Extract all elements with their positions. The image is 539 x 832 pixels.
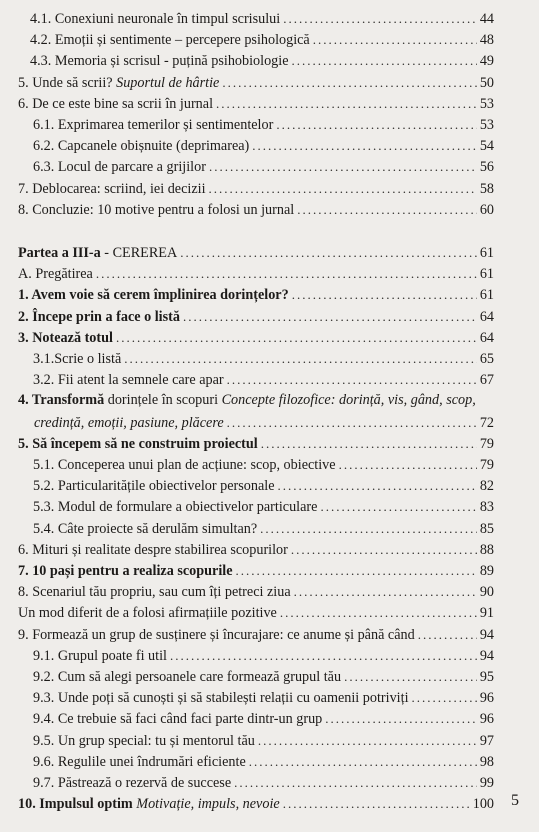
dot-leader xyxy=(344,666,477,687)
toc-entry-page: 94 xyxy=(479,626,494,643)
toc-entry xyxy=(18,581,494,602)
toc-part-heading xyxy=(18,242,494,263)
dot-leader xyxy=(209,178,477,199)
toc-entry xyxy=(18,433,494,454)
dot-leader xyxy=(292,50,477,71)
dot-leader xyxy=(292,284,477,305)
toc-entry xyxy=(18,199,494,220)
dot-leader xyxy=(283,8,477,29)
toc-entry-label: 4.1. Conexiuni neuronale în timpul scrisului xyxy=(30,11,281,27)
dot-leader xyxy=(227,369,477,390)
dot-leader xyxy=(209,156,477,177)
dot-leader xyxy=(412,687,477,708)
toc-entry xyxy=(33,730,494,751)
toc-entry-page: 99 xyxy=(479,775,494,791)
toc-entry-label: 3. Notează totul xyxy=(18,329,113,346)
toc-entry-page: 91 xyxy=(479,605,494,622)
toc-entry xyxy=(18,624,494,645)
dot-leader xyxy=(180,242,477,263)
toc-entry-label: 6.3. Locul de parcare a grijilor xyxy=(33,159,206,176)
toc-entry-label: 9.1. Grupul poate fi util xyxy=(33,647,167,664)
toc-entry-label: 6.1. Exprimarea temerilor și sentimentelor xyxy=(33,117,274,133)
toc-entry-page: 61 xyxy=(479,266,494,283)
toc-entry-label: 9.6. Regulile unei îndrumări eficiente xyxy=(33,753,246,770)
toc-entry xyxy=(18,306,494,327)
toc-entry-label: Partea a III-a - CEREREA xyxy=(18,245,178,261)
toc-entry xyxy=(30,29,494,50)
toc-entry-label: 9. Formează un grup de susținere și încurajare: ce anume și până când xyxy=(18,626,415,643)
dot-leader xyxy=(320,496,476,517)
toc-entry-label: 7. 10 pași pentru a realiza scopurile xyxy=(18,563,233,579)
toc-entry-page: 54 xyxy=(479,138,494,155)
toc-entry-page: 44 xyxy=(479,11,494,27)
dot-leader xyxy=(249,751,477,772)
toc-entry-label: A. Pregătirea xyxy=(18,266,93,283)
toc-entry xyxy=(18,539,494,560)
toc-entry-page: 90 xyxy=(479,584,494,601)
toc-entry-page: 50 xyxy=(479,74,494,91)
toc-entry xyxy=(33,348,494,369)
toc-entry xyxy=(18,93,494,114)
toc-entry-label: 10. Impulsul optim Motivație, impuls, nevoie xyxy=(18,796,280,813)
dot-leader xyxy=(313,29,477,50)
toc-entry-continuation xyxy=(34,412,494,433)
toc-entry xyxy=(33,454,494,475)
toc-entry-label: Un mod diferit de a folosi afirmațiile pozitive xyxy=(18,605,277,622)
toc-entry xyxy=(18,284,494,305)
dot-leader xyxy=(170,645,477,666)
toc-entry-page: 53 xyxy=(479,117,494,133)
toc-entry-label: 5.2. Particularitățile obiectivelor personale xyxy=(33,478,275,495)
toc-entry-label: 3.1.Scrie o listă xyxy=(33,351,122,367)
toc-entry-page: 60 xyxy=(479,201,494,218)
toc-entry xyxy=(33,751,494,772)
toc-entry-label: 5.1. Conceperea unui plan de acțiune: scop, obiective xyxy=(33,457,336,473)
dot-leader xyxy=(227,412,477,433)
toc-entry-page: 83 xyxy=(479,499,494,516)
toc-entry-label: 4.2. Emoții și sentimente – percepere psihologică xyxy=(30,32,310,49)
toc-entry xyxy=(33,114,494,135)
toc-entry-page: 53 xyxy=(479,95,494,112)
dot-leader xyxy=(260,518,477,539)
dot-leader xyxy=(297,199,477,220)
dot-leader xyxy=(258,730,477,751)
toc-entry-page: 96 xyxy=(479,690,494,707)
toc-entry xyxy=(18,793,494,814)
toc-entry xyxy=(30,8,494,29)
toc-entry xyxy=(33,369,494,390)
toc-entry-page: 89 xyxy=(479,563,494,579)
toc-entry-page: 61 xyxy=(479,287,494,304)
dot-leader xyxy=(283,793,470,814)
dot-leader xyxy=(116,327,477,348)
dot-leader xyxy=(236,560,477,581)
toc-entry-page: 98 xyxy=(479,753,494,770)
toc-entry-page: 85 xyxy=(479,520,494,537)
toc-entry-page: 94 xyxy=(479,647,494,664)
toc-entry-label: 4.3. Memoria și scrisul - puțină psihobiologie xyxy=(30,53,289,70)
toc-entry-label: 9.3. Unde poți să cunoști și să stabilești relații cu oamenii potriviți xyxy=(33,690,409,707)
dot-leader xyxy=(124,348,477,369)
toc-entry-page: 100 xyxy=(472,796,494,813)
dot-leader xyxy=(325,708,477,729)
toc-entry-page: 88 xyxy=(479,541,494,558)
toc-entry xyxy=(33,666,494,687)
dot-leader xyxy=(222,72,476,93)
toc-entry-page: 65 xyxy=(479,351,494,367)
toc-entry-label: 9.2. Cum să alegi persoanele care formează grupul tău xyxy=(33,669,342,685)
toc-entry-page: 67 xyxy=(479,372,494,389)
dot-leader xyxy=(234,772,477,793)
toc-entry-page: 64 xyxy=(479,308,494,325)
toc-entry-label: 6. Mituri și realitate despre stabilirea scopurilor xyxy=(18,541,288,558)
toc-entry xyxy=(33,687,494,708)
toc-entry-page: 61 xyxy=(479,245,494,261)
toc-entry-page: 49 xyxy=(479,53,494,70)
toc-entry xyxy=(18,390,494,411)
toc-entry xyxy=(33,772,494,793)
toc-entry-label: 9.7. Păstrează o rezervă de succese xyxy=(33,775,232,791)
toc-entry-page: 79 xyxy=(479,435,494,452)
toc-entry-page: 82 xyxy=(479,478,494,495)
dot-leader xyxy=(183,306,477,327)
toc-entry-label: 2. Începe prin a face o listă xyxy=(18,308,180,325)
toc-entry xyxy=(18,178,494,199)
toc-entry-label: 3.2. Fii atent la semnele care apar xyxy=(33,372,224,389)
toc-entry xyxy=(18,72,494,93)
toc-entry-label: credință, emoții, pasiune, plăcere xyxy=(34,414,224,431)
toc-entry-label: 6.2. Capcanele obișnuite (deprimarea) xyxy=(33,138,250,155)
toc-entry-page: 97 xyxy=(479,732,494,749)
dot-leader xyxy=(418,624,477,645)
dot-leader xyxy=(276,114,476,135)
toc-entry-page: 72 xyxy=(479,414,494,431)
toc-entry xyxy=(33,518,494,539)
dot-leader xyxy=(252,135,477,156)
dot-leader xyxy=(278,475,477,496)
toc-entry xyxy=(18,560,494,581)
toc-entry-label: 1. Avem voie să cerem împlinirea dorințelor? xyxy=(18,287,289,304)
toc-entry xyxy=(33,708,494,729)
toc-entry xyxy=(33,135,494,156)
toc-entry-page: 95 xyxy=(479,669,494,685)
dot-leader xyxy=(294,581,477,602)
toc-entry-label: 5.3. Modul de formulare a obiectivelor particulare xyxy=(33,499,318,516)
toc-entry-label: 8. Concluzie: 10 motive pentru a folosi un jurnal xyxy=(18,201,295,218)
dot-leader xyxy=(216,93,477,114)
toc-entry-page: 56 xyxy=(479,159,494,176)
toc-entry-label: 5.4. Câte proiecte să derulăm simultan? xyxy=(33,520,258,537)
toc-entry xyxy=(18,263,494,284)
toc-entry-label: 5. Să începem să ne construim proiectul xyxy=(18,435,258,452)
toc-entry-label: 8. Scenariul tău propriu, sau cum îți petreci ziua xyxy=(18,584,291,601)
toc-entry-label: 7. Deblocarea: scriind, iei decizii xyxy=(18,180,206,197)
dot-leader xyxy=(261,433,477,454)
dot-leader xyxy=(96,263,477,284)
dot-leader xyxy=(291,539,477,560)
toc-entry-page: 64 xyxy=(479,329,494,346)
toc-entry xyxy=(33,496,494,517)
toc-entry xyxy=(33,645,494,666)
toc-entry-page: 58 xyxy=(479,180,494,197)
toc-entry xyxy=(18,327,494,348)
dot-leader xyxy=(339,454,477,475)
page-number: 5 xyxy=(511,792,519,809)
toc-entry-page: 96 xyxy=(479,711,494,728)
toc-entry-label: 5. Unde să scrii? Suportul de hârtie xyxy=(18,74,220,91)
dot-leader xyxy=(280,602,477,623)
toc-entry-page: 79 xyxy=(479,457,494,473)
toc-entry xyxy=(30,50,494,71)
toc-entry-label: 4. Transformă dorințele în scopuri Concepte filozofice: dorință, vis, gând, scop, xyxy=(18,392,476,409)
toc-entry-label: 9.5. Un grup special: tu și mentorul tău xyxy=(33,732,255,749)
toc-entry xyxy=(33,475,494,496)
toc-entry-label: 9.4. Ce trebuie să faci când faci parte dintr-un grup xyxy=(33,711,323,728)
toc-entry-page: 48 xyxy=(479,32,494,49)
toc-entry xyxy=(18,602,494,623)
toc-entry xyxy=(33,156,494,177)
toc-entry-label: 6. De ce este bine sa scrii în jurnal xyxy=(18,95,214,112)
